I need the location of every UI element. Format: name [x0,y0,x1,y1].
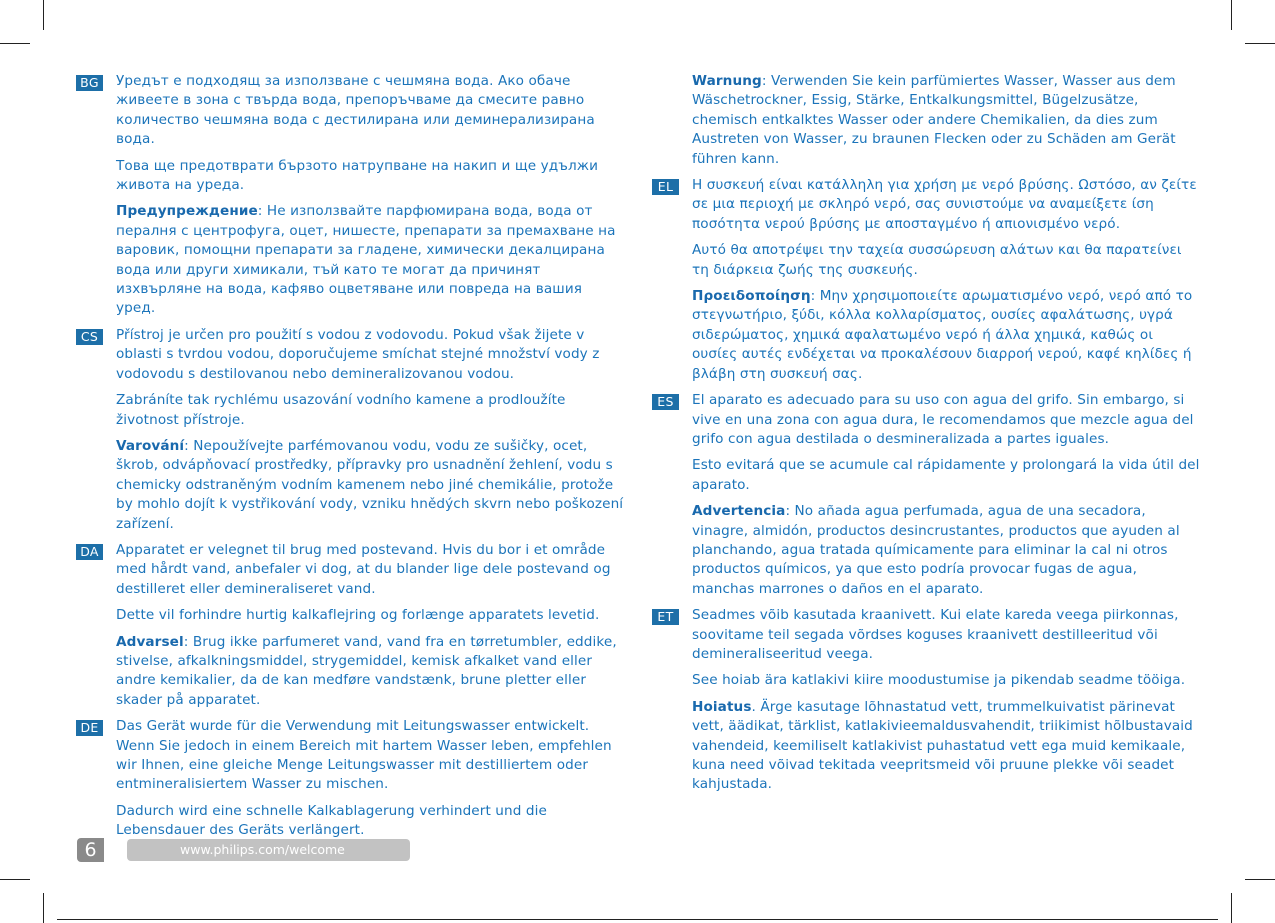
language-badge: DE [76,720,103,736]
warning-paragraph [692,502,1200,599]
section-es [652,391,1200,599]
warning-text: : No añada agua perfumada, agua de una secadora, vinagre, almidón, productos desincrustantes, productos que ayuden al planchando, agua tratada químicamente para eliminar la cal ni otros productos químicos, ya que esto podría provocar fugas de agua, manchas marrones o daños en el aparato. [692,503,1180,597]
crop-mark [43,893,44,923]
section-da [76,541,624,710]
warning-paragraph [692,698,1200,795]
website-url[interactable]: www.philips.com/welcome [127,839,410,861]
warning-paragraph [116,633,624,711]
warning-label: Advarsel [116,633,184,650]
crop-mark [0,879,30,880]
warning-text: : Nepoužívejte parfémovanou vodu, vodu ze sušičky, ocet, škrob, odvápňovací prostředky, přípravky pro usnadnění žehlení, vodu s chemicky odstraněným vodním kamenem nebo jiné chemikálie, protože by mohlo dojít k vystřikování vody, vzniku hnědých skvrn nebo poškození zařízení. [116,437,624,532]
crop-mark [0,43,30,44]
section-et [652,606,1200,795]
warning-label: Warnung [692,73,762,89]
warning-text: : Brug ikke parfumeret vand, vand fra en tørretumbler, eddike, stivelse, afkalkningsmiddel, strygemiddel, kemisk afkalket vand eller andre kemikalier, da de kan medføre vandstænk, brune pletter eller skader på apparatet. [116,633,617,708]
paragraph: Η συσκευή είναι κατάλληλη για χρήση με νερό βρύσης. Ωστόσο, αν ζείτε σε μια περιοχή με σκληρό νερό, σας συνιστούμε να αναμείξετε ίση ποσότητα νερού βρύσης με αποσταγμένο ή απιονισμένο νερό. [692,177,1197,232]
page-number: 6 [77,838,104,862]
crop-mark [1231,893,1232,923]
paragraph: See hoiab ära katlakivi kiire moodustumise ja pikendab seadme tööiga. [692,672,1186,689]
paragraph: Zabráníte tak rychlému usazování vodního kamene a prodloužíte životnost přístroje. [116,392,566,428]
paragraph: El aparato es adecuado para su uso con agua del grifo. Sin embargo, si vive en una zona con agua dura, le recomendamos que mezcle agua del grifo con agua destilada o desmineralizada a partes iguales. [692,392,1194,447]
section-de-continued [652,72,1200,169]
warning-label: Advertencia [692,503,786,520]
warning-text: . Ärge kasutage lõhnastatud vett, trummelkuivatist pärinevat vett, äädikat, tärklist, katlakivieemaldusvahendit, triikimist hõlbustavaid vahendeid, keemiliselt katlakivist puhastatud vett ega muid kemikaale, kuna need võivad tekitada veepritsmeid või pruune plekke või seadet kahjustada. [692,698,1193,793]
paragraph: Αυτό θα αποτρέψει την ταχεία συσσώρευση αλάτων και θα παρατείνει τη διάρκεια ζωής της συσκευής. [692,242,1182,278]
section-el [652,176,1200,384]
language-badge: CS [76,329,103,345]
warning-paragraph [116,437,624,534]
paragraph: Esto evitará que se acumule cal rápidamente y prolongará la vida útil del aparato. [692,457,1200,493]
section-de [76,717,624,840]
warning-paragraph [692,287,1200,384]
paragraph: Das Gerät wurde für die Verwendung mit Leitungswasser entwickelt. Wenn Sie jedoch in einem Bereich mit hartem Wasser leben, empfehlen wir Ihnen, eine gleiche Menge Leitungswasser mit destilliertem oder entmineralisiertem Wasser zu mischen. [116,718,612,793]
right-column [652,72,1200,802]
paragraph: Seadmes võib kasutada kraanivett. Kui elate kareda veega piirkonnas, soovitame teil segada võrdses koguses kraanivett destilleeritud või demineraliseeritud veega. [692,607,1179,662]
warning-label: Предупреждение [116,203,258,220]
section-cs [76,326,624,534]
paragraph: Apparatet er velegnet til brug med postevand. Hvis du bor i et område med hårdt vand, anbefaler vi dog, at du blander lige dele postevand og destilleret eller demineraliseret vand. [116,541,611,597]
paragraph: Уредът е подходящ за използване с чешмяна вода. Ако обаче живеете в зона с твърда вода, препоръчваме да смесите равно количество чешмяна вода с дестилирана или деминерализирана вода. [116,73,595,148]
crop-mark [1231,0,1232,30]
warning-label: Hoiatus [692,698,752,715]
language-badge: DA [76,544,103,560]
language-badge: EL [652,179,679,195]
bottom-rule [57,919,1218,920]
crop-mark [1245,43,1275,44]
left-column [76,72,624,848]
crop-mark [43,0,44,30]
warning-label: Varování [116,437,185,454]
warning-text: : Μην χρησιμοποιείτε αρωματισμένο νερό, νερό από το στεγνωτήριο, ξύδι, κόλλα κολλαρίσματος, ουσίες αφαλάτωσης, υγρά σιδερώματος, χημικά αφαλατωμένο νερό ή άλλα χημικά, καθώς οι ουσίες αυτές ενδέχεται να προκαλέσουν διαρροή νερού, καφέ κηλίδες ή βλάβη στη συσκευή σας. [692,288,1193,382]
paragraph: Dadurch wird eine schnelle Kalkablagerung verhindert und die Lebensdauer des Geräts verlängert. [116,802,547,839]
crop-mark [1245,879,1275,880]
warning-paragraph [116,202,624,318]
language-badge: BG [76,75,103,91]
warning-text: : Не използвайте парфюмирана вода, вода от пералня с центрофуга, оцет, нишесте, препарати за премахване на варовик, помощни препарати за гладене, химически декалцирана вода или други химикали, тъй като те могат да причинят изхвърляне на вода, кафяво оцветяване или повреда на вашия уред. [116,203,616,317]
warning-text: : Verwenden Sie kein parfümiertes Wasser, Wasser aus dem Wäschetrockner, Essig, Stärke, Entkalkungsmittel, Bügelzusätze, chemisch entkalktes Wasser oder andere Chemikalien, da dies zum Austreten von Wasser, zu braunen Flecken oder zu Schäden am Gerät führen kann. [692,73,1176,167]
warning-paragraph [692,72,1200,169]
section-bg [76,72,624,319]
paragraph: Dette vil forhindre hurtig kalkaflejring og forlænge apparatets levetid. [116,607,600,624]
language-badge: ET [652,609,679,625]
warning-label: Προειδοποίηση [692,288,811,305]
paragraph: Přístroj je určen pro použití s vodou z vodovodu. Pokud však žijete v oblasti s tvrdou vodou, doporučujeme smíchat stejné množství vody z vodovodu s destilovanou nebo demineralizovanou vodou. [116,326,600,382]
paragraph: Това ще предотврати бързото натрупване на накип и ще удължи живота на уреда. [116,157,599,194]
language-badge: ES [652,394,679,410]
